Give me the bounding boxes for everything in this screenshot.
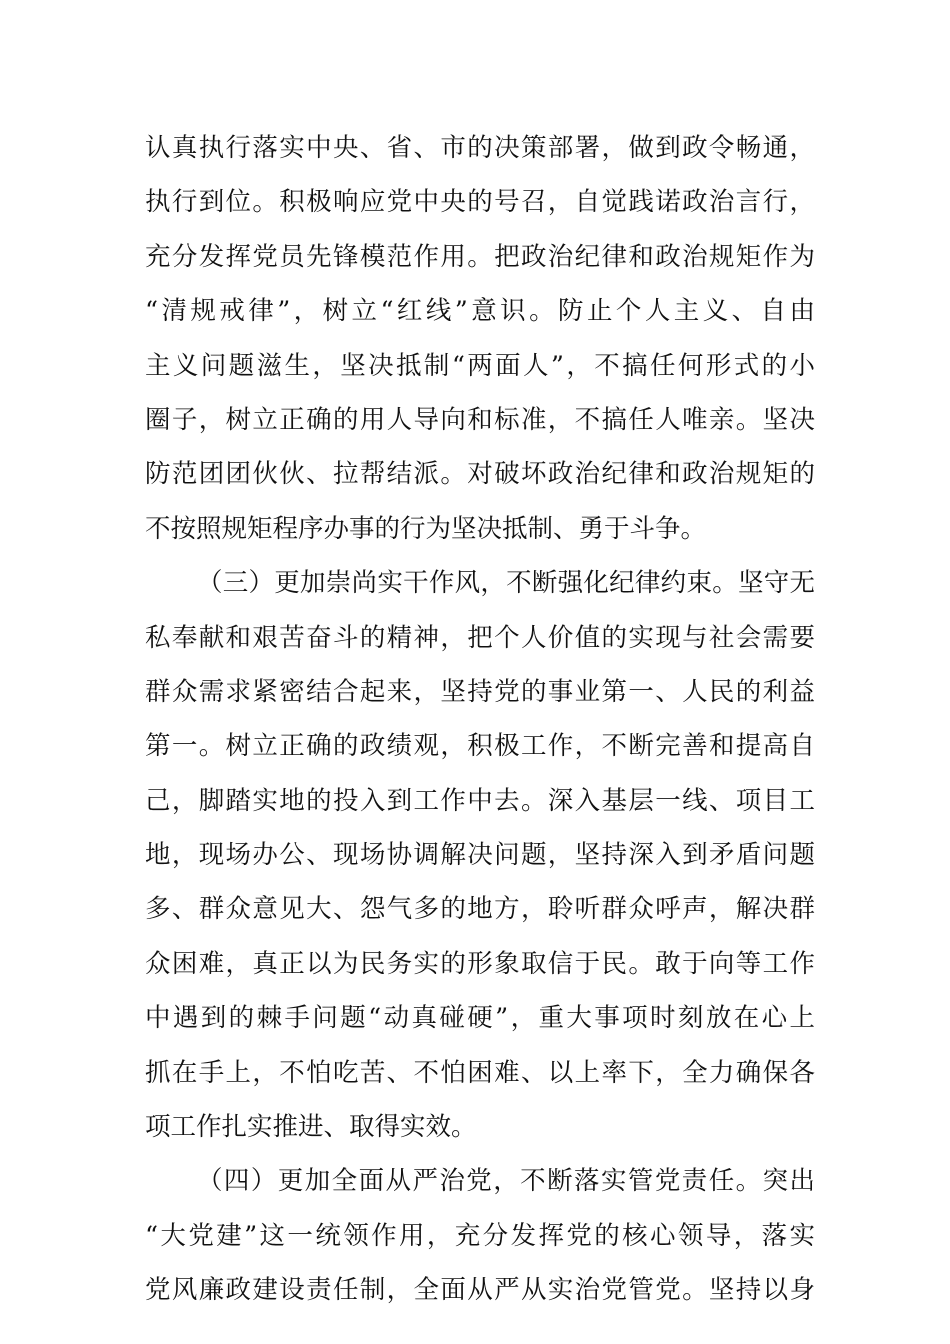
text-line: 党风廉政建设责任制，全面从严从实治党管党。坚持以身 [145,1275,815,1306]
text-line: 己，脚踏实地的投入到工作中去。深入基层一线、项目工 [145,785,815,816]
text-line: 抓在手上，不怕吃苦、不怕困难、以上率下，全力确保各 [145,1057,815,1088]
text-line: 私奉献和艰苦奋斗的精神，把个人价值的实现与社会需要 [145,622,815,653]
text-line: 多、群众意见大、怨气多的地方，聆听群众呼声，解决群 [145,894,815,925]
text-line: 群众需求紧密结合起来，坚持党的事业第一、人民的利益 [145,676,815,707]
text-line: 主义问题滋生，坚决抵制“两面人”，不搞任何形式的小 [145,350,815,381]
text-line: 充分发挥党员先锋模范作用。把政治纪律和政治规矩作为 [145,241,815,272]
text-line: 地，现场办公、现场协调解决问题，坚持深入到矛盾问题 [145,840,815,871]
text-line: 中遇到的棘手问题“动真碰硬”，重大事项时刻放在心上 [145,1003,815,1034]
section-four-heading-line: （四）更加全面从严治党，不断落实管党责任。突出 [197,1166,815,1197]
text-line: 项工作扎实推进、取得实效。 [145,1112,477,1143]
text-line: “大党建”这一统领作用，充分发挥党的核心领导，落实 [145,1220,815,1251]
text-line: 不按照规矩程序办事的行为坚决抵制、勇于斗争。 [145,513,707,544]
text-line: “清规戒律”，树立“红线”意识。防止个人主义、自由 [145,296,815,327]
text-line: 执行到位。积极响应党中央的号召，自觉践诺政治言行， [145,187,815,218]
text-line: 认真执行落实中央、省、市的决策部署，做到政令畅通， [145,133,815,163]
text-line: 众困难，真正以为民务实的形象取信于民。敢于向等工作 [145,948,815,979]
section-three-heading-line: （三）更加崇尚实干作风，不断强化纪律约束。坚守无 [197,568,815,599]
text-line: 防范团团伙伙、拉帮结派。对破坏政治纪律和政治规矩的 [145,459,815,490]
text-line: 第一。树立正确的政绩观，积极工作，不断完善和提高自 [145,731,815,762]
document-body [145,121,815,1318]
text-line: 圈子，树立正确的用人导向和标准，不搞任人唯亲。坚决 [145,404,815,435]
